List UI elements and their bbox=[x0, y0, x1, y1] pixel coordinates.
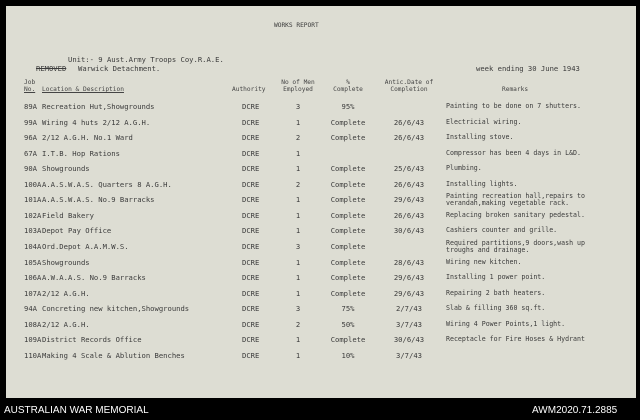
men-employed: 3 bbox=[295, 102, 301, 111]
authority: DCRE bbox=[242, 148, 260, 158]
authority: DCRE bbox=[242, 179, 260, 189]
unit-line: Unit:- 9 Aust.Army Troops Coy.R.A.E. bbox=[68, 55, 224, 64]
remarks-line: Installing 1 power point. bbox=[446, 273, 546, 282]
men-employed: 1 bbox=[295, 210, 301, 220]
location-description: Concreting new kitchen,Showgrounds bbox=[42, 304, 190, 314]
remarks-line: Wiring new kitchen. bbox=[446, 257, 522, 266]
job-number: 102A bbox=[24, 210, 42, 220]
men-employed: 2 bbox=[295, 179, 301, 189]
footer-right: AWM2020.71.2885 bbox=[532, 405, 618, 416]
col-pct: % Complete bbox=[333, 79, 363, 93]
authority: DCRE bbox=[242, 210, 260, 220]
completion-date: 26/6/43 bbox=[393, 117, 425, 127]
location-description: 2/12 A.G.H. bbox=[42, 319, 90, 329]
job-number: 108A bbox=[24, 319, 42, 329]
remarks-line: Required partitions,9 doors,wash up bbox=[446, 238, 585, 247]
location-description: 2/12 A.G.H. bbox=[42, 288, 90, 298]
men-employed: 1 bbox=[295, 164, 301, 174]
table-row bbox=[6, 134, 636, 148]
men-employed: 1 bbox=[295, 148, 301, 158]
completion-date: 29/6/43 bbox=[393, 273, 425, 283]
job-number: 107A bbox=[24, 288, 42, 298]
percent-complete: Complete bbox=[330, 210, 366, 220]
men-employed: 3 bbox=[295, 241, 301, 251]
location-description: Showgrounds bbox=[42, 164, 90, 174]
men-employed: 1 bbox=[295, 226, 301, 236]
job-number: 67A bbox=[24, 148, 37, 158]
authority: DCRE bbox=[242, 117, 260, 127]
report-title: WORKS REPORT bbox=[274, 22, 319, 29]
footer-left: AUSTRALIAN WAR MEMORIAL bbox=[4, 405, 149, 416]
table-row bbox=[6, 150, 636, 164]
completion-date: 30/6/43 bbox=[393, 335, 425, 345]
percent-complete: 50% bbox=[341, 319, 355, 329]
authority: DCRE bbox=[242, 133, 260, 143]
remarks-line: Cashiers counter and grille. bbox=[446, 226, 558, 235]
location-description: Wiring 4 huts 2/12 A.G.H. bbox=[42, 117, 151, 127]
percent-complete: Complete bbox=[330, 195, 366, 205]
percent-complete: 75% bbox=[341, 304, 355, 314]
remarks bbox=[446, 150, 581, 157]
remarks bbox=[446, 336, 585, 343]
completion-date: 2/7/43 bbox=[396, 304, 422, 314]
remarks-line: Painting recreation hall,repairs to bbox=[446, 192, 585, 201]
authority: DCRE bbox=[242, 226, 260, 236]
authority: DCRE bbox=[242, 319, 260, 329]
detachment-line: Warwick Detachment. bbox=[78, 64, 161, 73]
job-number: 106A bbox=[24, 273, 42, 283]
percent-complete: Complete bbox=[330, 273, 366, 283]
remarks-line: troughs and drainage. bbox=[446, 245, 530, 254]
col-date: Antic.Date of Completion bbox=[384, 79, 434, 93]
job-number: 94A bbox=[24, 304, 37, 314]
remarks bbox=[446, 212, 585, 219]
completion-date: 3/7/43 bbox=[396, 319, 422, 329]
remarks bbox=[446, 290, 545, 297]
authority: DCRE bbox=[242, 257, 260, 267]
location-description: Depot Pay Office bbox=[42, 226, 112, 236]
completion-date: 25/6/43 bbox=[393, 164, 425, 174]
location-description: Recreation Hut,Showgrounds bbox=[42, 102, 155, 111]
authority: DCRE bbox=[242, 241, 260, 251]
job-number: 105A bbox=[24, 257, 42, 267]
percent-complete: 95% bbox=[341, 102, 355, 111]
completion-date: 28/6/43 bbox=[393, 257, 425, 267]
authority: DCRE bbox=[242, 288, 260, 298]
men-employed: 3 bbox=[295, 304, 301, 314]
location-description: Making 4 Scale & Ablution Benches bbox=[42, 350, 185, 360]
men-employed: 1 bbox=[295, 335, 301, 345]
remarks bbox=[446, 321, 565, 328]
percent-complete: Complete bbox=[330, 288, 366, 298]
percent-complete: Complete bbox=[330, 335, 366, 345]
document-page bbox=[6, 6, 636, 398]
authority: DCRE bbox=[242, 335, 260, 345]
location-description: District Records Office bbox=[42, 335, 142, 345]
job-number: 99A bbox=[24, 117, 37, 127]
completion-date: 26/6/43 bbox=[393, 179, 425, 189]
remarks bbox=[446, 227, 557, 234]
table-row bbox=[6, 336, 636, 350]
completion-date: 30/6/43 bbox=[393, 226, 425, 236]
table-row bbox=[6, 305, 636, 319]
footer-bar bbox=[0, 400, 640, 420]
remarks bbox=[446, 181, 517, 188]
completion-date: 29/6/43 bbox=[393, 288, 425, 298]
authority: DCRE bbox=[242, 304, 260, 314]
remarks-line: Electricial wiring. bbox=[446, 117, 522, 126]
remarks bbox=[446, 259, 521, 266]
authority: DCRE bbox=[242, 195, 260, 205]
remarks-line: Installing lights. bbox=[446, 179, 518, 188]
table-row bbox=[6, 212, 636, 226]
location-description: A.A.S.W.A.S. No.9 Barracks bbox=[42, 195, 155, 205]
percent-complete: Complete bbox=[330, 133, 366, 143]
table-row bbox=[6, 321, 636, 335]
remarks-line: Slab & filling 360 sq.ft. bbox=[446, 304, 546, 313]
remarks bbox=[446, 103, 581, 110]
men-employed: 1 bbox=[295, 257, 301, 267]
remarks-line: Replacing broken sanitary pedestal. bbox=[446, 210, 585, 219]
job-number: 100A bbox=[24, 179, 42, 189]
week-ending: week ending 30 June 1943 bbox=[476, 64, 580, 73]
job-number: 110A bbox=[24, 350, 42, 360]
remarks bbox=[446, 134, 514, 141]
table-row bbox=[6, 259, 636, 273]
location-description: 2/12 A.G.H. No.1 Ward bbox=[42, 133, 133, 143]
job-number: 90A bbox=[24, 164, 37, 174]
remarks bbox=[446, 165, 482, 172]
col-job-no: Job No. bbox=[24, 79, 36, 93]
job-number: 109A bbox=[24, 335, 42, 345]
percent-complete: Complete bbox=[330, 164, 366, 174]
percent-complete: Complete bbox=[330, 241, 366, 251]
men-employed: 1 bbox=[295, 288, 301, 298]
remarks bbox=[446, 274, 545, 281]
percent-complete: 10% bbox=[341, 350, 355, 360]
job-number: 104A bbox=[24, 241, 42, 251]
remarks-line: verandah,making vegetable rack. bbox=[446, 199, 570, 208]
remarks bbox=[446, 305, 545, 312]
remarks-line: Plumbing. bbox=[446, 164, 482, 173]
job-number: 96A bbox=[24, 133, 37, 143]
remarks-line: Painting to be done on 7 shutters. bbox=[446, 102, 581, 110]
authority: DCRE bbox=[242, 350, 260, 360]
men-employed: 1 bbox=[295, 350, 301, 360]
men-employed: 2 bbox=[295, 319, 301, 329]
location-description: Field Bakery bbox=[42, 210, 94, 220]
authority: DCRE bbox=[242, 102, 260, 111]
job-number: 101A bbox=[24, 195, 42, 205]
men-employed: 1 bbox=[295, 273, 301, 283]
men-employed: 1 bbox=[295, 195, 301, 205]
location-description: I.T.B. Hop Rations bbox=[42, 148, 120, 158]
completion-date: 26/6/43 bbox=[393, 210, 425, 220]
percent-complete: Complete bbox=[330, 179, 366, 189]
remarks bbox=[446, 240, 585, 254]
location-description: A.A.S.W.A.S. Quarters 8 A.G.H. bbox=[42, 179, 172, 189]
col-men: No of Men Employed bbox=[281, 79, 315, 93]
remarks-line: Receptacle for Fire Hoses & Hydrant bbox=[446, 335, 585, 344]
men-employed: 2 bbox=[295, 133, 301, 143]
completion-date: 29/6/43 bbox=[393, 195, 425, 205]
table-row bbox=[6, 238, 636, 257]
completion-date: 3/7/43 bbox=[396, 350, 422, 360]
remarks bbox=[446, 119, 521, 126]
remarks bbox=[446, 193, 585, 207]
col-location: Location & Description bbox=[42, 86, 124, 93]
remarks-line: Compressor has been 4 days in L&D. bbox=[446, 148, 581, 157]
table-row bbox=[6, 192, 636, 210]
table-row bbox=[6, 165, 636, 179]
struck-text: REMOVED bbox=[36, 64, 67, 73]
location-description: A.W.A.A.S. No.9 Barracks bbox=[42, 273, 146, 283]
completion-date: 26/6/43 bbox=[393, 133, 425, 143]
percent-complete: Complete bbox=[330, 117, 366, 127]
table-row bbox=[6, 103, 636, 117]
men-employed: 1 bbox=[295, 117, 301, 127]
table-row bbox=[6, 352, 636, 366]
remarks-line: Repairing 2 bath heaters. bbox=[446, 288, 546, 297]
table-row bbox=[6, 274, 636, 288]
job-number: 89A bbox=[24, 102, 37, 111]
location-description: Showgrounds bbox=[42, 257, 90, 267]
table-row bbox=[6, 119, 636, 133]
job-number: 103A bbox=[24, 226, 42, 236]
col-remarks: Remarks bbox=[502, 86, 529, 93]
percent-complete: Complete bbox=[330, 226, 366, 236]
col-authority: Authority bbox=[232, 86, 266, 93]
remarks-line: Wiring 4 Power Points,1 light. bbox=[446, 319, 566, 328]
authority: DCRE bbox=[242, 164, 260, 174]
authority: DCRE bbox=[242, 273, 260, 283]
table-row bbox=[6, 290, 636, 304]
percent-complete: Complete bbox=[330, 257, 366, 267]
remarks-line: Installing stove. bbox=[446, 133, 514, 142]
location-description: Ord.Depot A.A.M.W.S. bbox=[42, 241, 129, 251]
